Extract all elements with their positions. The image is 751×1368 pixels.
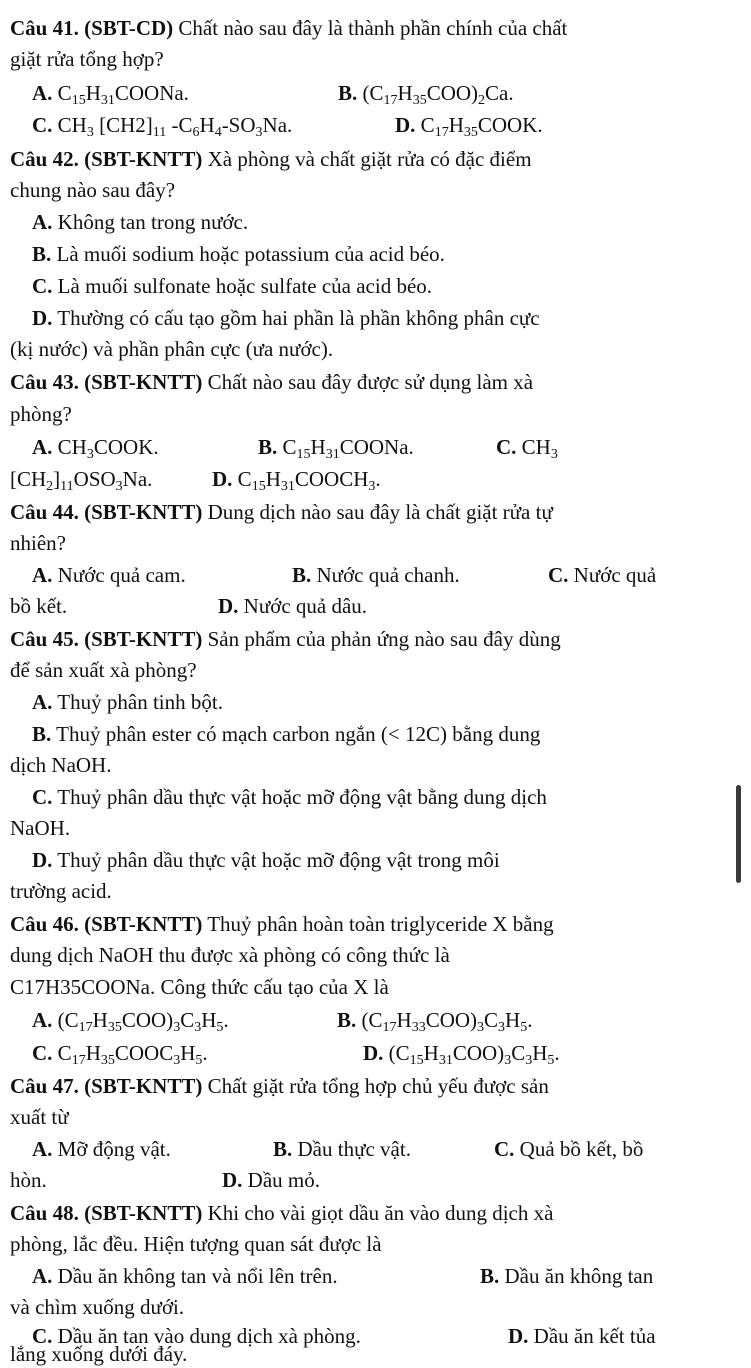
- q45-d-text: Thuỷ phân dầu thực vật hoặc mỡ động vật trong môi: [52, 848, 500, 872]
- q48-d-letter: D.: [508, 1324, 529, 1348]
- q48-b-letter: B.: [480, 1264, 500, 1288]
- q42-option-d-cont: (kị nước) và phần phân cực (ưa nước).: [10, 337, 334, 361]
- q47-c-letter: C.: [494, 1137, 515, 1161]
- q47-d-text: Dầu mỏ.: [242, 1168, 320, 1192]
- q42-d-letter: D.: [32, 306, 53, 330]
- question-48-stem-cont: phòng, lắc đều. Hiện tượng quan sát được là: [10, 1232, 382, 1256]
- q41-d-letter: D.: [395, 113, 416, 137]
- question-41-label: Câu 41. (SBT-CD): [10, 16, 174, 40]
- q46-option-d: [363, 1039, 560, 1067]
- question-48-label: Câu 48. (SBT-KNTT): [10, 1201, 203, 1225]
- q47-a-text: Mỡ động vật.: [52, 1137, 171, 1161]
- q42-a-letter: A.: [32, 210, 53, 234]
- question-42-stem-cont: chung nào sau đây?: [10, 178, 176, 202]
- q44-d-letter: D.: [218, 594, 239, 618]
- question-42-text: Xà phòng và chất giặt rửa có đặc điểm: [202, 147, 532, 171]
- q47-option-d: [222, 1166, 320, 1194]
- question-47-stem-cont: xuất từ: [10, 1105, 69, 1129]
- q43-option-c: [496, 433, 558, 461]
- question-46-stem-cont-2: C17H35COONa. Công thức cấu tạo của X là: [10, 975, 389, 999]
- q45-b-letter: B.: [32, 722, 52, 746]
- q41-option-b: [338, 79, 514, 107]
- q47-option-b: [273, 1135, 411, 1163]
- q41-option-d: [395, 111, 543, 139]
- q43-b-formula: $C_{15}H_{31}COONa$.: [282, 435, 414, 462]
- q47-option-c: [494, 1135, 643, 1163]
- question-43-text: Chất nào sau đây được sử dụng làm xà: [202, 370, 534, 394]
- question-41-stem-cont: giặt rửa tổng hợp?: [10, 47, 164, 71]
- q41-a-formula: $C_{15}H_{31}COONa$.: [57, 81, 189, 108]
- q47-option-a: [32, 1135, 171, 1163]
- q42-option-d: [32, 304, 540, 332]
- scrollbar-thumb[interactable]: [736, 785, 741, 883]
- q48-b-text: Dầu ăn không tan: [499, 1264, 654, 1288]
- q42-c-text: Là muối sulfonate hoặc sulfate của acid béo.: [52, 274, 433, 298]
- question-48-text: Khi cho vài giọt dầu ăn vào dung dịch xà: [202, 1201, 554, 1225]
- q47-d-letter: D.: [222, 1168, 243, 1192]
- q45-option-c-cont: NaOH.: [10, 816, 71, 840]
- q46-option-b: [337, 1006, 532, 1034]
- q41-b-formula: $(C_{17}H_{35}COO)_2Ca$.: [362, 81, 514, 108]
- q46-option-a: [32, 1006, 229, 1034]
- q43-d-formula: $C_{15}H_{31}COOCH_3$.: [237, 467, 381, 494]
- q46-c-formula: $C_{17}H_{35}COOC_3H_5$.: [57, 1041, 208, 1068]
- q43-option-b: [258, 433, 414, 461]
- q44-option-d: [218, 592, 367, 620]
- q45-d-letter: D.: [32, 848, 53, 872]
- q43-a-formula: $CH_3COOK$.: [57, 435, 159, 462]
- question-44-text: Dung dịch nào sau đây là chất giặt rửa tự: [202, 500, 553, 524]
- q44-c-letter: C.: [548, 563, 569, 587]
- q44-b-letter: B.: [292, 563, 312, 587]
- q43-option-d: [212, 465, 381, 493]
- q42-b-text: Là muối sodium hoặc potassium của acid béo.: [51, 242, 445, 266]
- q46-a-formula: $(C_{17}H_{35}COO)_3C_3H_5$.: [57, 1008, 229, 1035]
- q44-a-text: Nước quả cam.: [52, 563, 186, 587]
- q44-d-text: Nước quả dâu.: [238, 594, 368, 618]
- question-47-text: Chất giặt rửa tổng hợp chủ yếu được sản: [202, 1074, 549, 1098]
- q45-c-letter: C.: [32, 785, 53, 809]
- q45-c-text: Thuỷ phân dầu thực vật hoặc mỡ động vật bằng dung dịch: [52, 785, 547, 809]
- q44-option-c-cont: bồ kết.: [10, 594, 68, 618]
- q45-b-text: Thuỷ phân ester có mạch carbon ngắn (< 12C) bằng dung: [51, 722, 541, 746]
- question-41-text: Chất nào sau đây là thành phần chính của chất: [173, 16, 568, 40]
- q46-d-letter: D.: [363, 1041, 384, 1065]
- q46-option-c: [32, 1039, 208, 1067]
- question-43-label: Câu 43. (SBT-KNTT): [10, 370, 203, 394]
- question-44-stem: [10, 498, 553, 526]
- q43-c-formula: $CH_3$: [521, 435, 558, 462]
- q43-option-c-cont: $[CH_2]_{11}OSO_3Na$.: [10, 467, 153, 494]
- q48-c-letter: C.: [32, 1324, 53, 1348]
- question-47-stem: [10, 1072, 549, 1100]
- question-45-stem: [10, 625, 561, 653]
- question-43-stem-cont: phòng?: [10, 402, 72, 426]
- q45-option-c: [32, 783, 547, 811]
- question-47-label: Câu 47. (SBT-KNTT): [10, 1074, 203, 1098]
- q48-a-letter: A.: [32, 1264, 53, 1288]
- question-48-stem: [10, 1199, 553, 1227]
- q48-a-text: Dầu ăn không tan và nổi lên trên.: [52, 1264, 338, 1288]
- q45-option-d: [32, 846, 500, 874]
- q47-c-text: Quả bồ kết, bồ: [514, 1137, 644, 1161]
- q48-option-a: [32, 1262, 338, 1290]
- q44-option-c: [548, 561, 656, 589]
- q44-option-b: [292, 561, 460, 589]
- q41-option-c: [32, 111, 292, 139]
- q46-b-formula: $(C_{17}H_{33}COO)_3C_3H_5$.: [361, 1008, 533, 1035]
- q46-a-letter: A.: [32, 1008, 53, 1032]
- q45-a-letter: A.: [32, 690, 53, 714]
- q48-option-d: [508, 1322, 656, 1350]
- question-44-stem-cont: nhiên?: [10, 531, 66, 555]
- q45-option-b-cont: dịch NaOH.: [10, 753, 112, 777]
- q45-a-text: Thuỷ phân tinh bột.: [52, 690, 223, 714]
- q42-a-text: Không tan trong nước.: [52, 210, 249, 234]
- q48-option-d-cont: lắng xuống dưới đáy.: [10, 1342, 188, 1366]
- q41-d-formula: $C_{17}H_{35}COOK$.: [420, 113, 543, 140]
- question-45-stem-cont: để sản xuất xà phòng?: [10, 658, 197, 682]
- q41-a-letter: A.: [32, 81, 53, 105]
- q43-d-letter: D.: [212, 467, 233, 491]
- q41-c-letter: C.: [32, 113, 53, 137]
- q42-d-text: Thường có cấu tạo gồm hai phần là phần không phân cực: [52, 306, 540, 330]
- q44-c-text: Nước quả: [568, 563, 657, 587]
- question-46-label: Câu 46. (SBT-KNTT): [10, 912, 203, 936]
- question-44-label: Câu 44. (SBT-KNTT): [10, 500, 203, 524]
- question-46-text: Thuỷ phân hoàn toàn triglyceride X bằng: [202, 912, 554, 936]
- question-43-stem: [10, 368, 533, 396]
- question-41-stem: [10, 14, 567, 42]
- q47-a-letter: A.: [32, 1137, 53, 1161]
- q48-c-text: Dầu ăn tan vào dung dịch xà phòng.: [52, 1324, 361, 1348]
- q47-b-text: Dầu thực vật.: [292, 1137, 411, 1161]
- q48-d-text: Dầu ăn kết tủa: [528, 1324, 656, 1348]
- q46-d-formula: $(C_{15}H_{31}COO)_3C_3H_5$.: [388, 1041, 560, 1068]
- q45-option-d-cont: trường acid.: [10, 879, 112, 903]
- q45-option-b: [32, 720, 540, 748]
- q44-option-a: [32, 561, 186, 589]
- question-42-stem: [10, 145, 532, 173]
- q47-b-letter: B.: [273, 1137, 293, 1161]
- q43-option-a: [32, 433, 159, 461]
- q44-a-letter: A.: [32, 563, 53, 587]
- q48-option-b: [480, 1262, 653, 1290]
- question-45-label: Câu 45. (SBT-KNTT): [10, 627, 203, 651]
- q47-option-c-cont: hòn.: [10, 1168, 47, 1192]
- q41-b-letter: B.: [338, 81, 358, 105]
- question-45-text: Sản phẩm của phản ứng nào sau đây dùng: [202, 627, 561, 651]
- q44-b-text: Nước quả chanh.: [311, 563, 460, 587]
- q42-option-b: [32, 240, 445, 268]
- q42-option-c: [32, 272, 432, 300]
- q41-option-a: [32, 79, 189, 107]
- q45-option-a: [32, 688, 223, 716]
- q42-c-letter: C.: [32, 274, 53, 298]
- question-46-stem: [10, 910, 554, 938]
- q43-b-letter: B.: [258, 435, 278, 459]
- question-46-stem-cont: dung dịch NaOH thu được xà phòng có công thức là: [10, 943, 450, 967]
- q41-c-formula: $CH_3$ $[CH2]_{11}$ $-C_6H_4-SO_3Na$.: [57, 113, 293, 140]
- q46-b-letter: B.: [337, 1008, 357, 1032]
- q43-a-letter: A.: [32, 435, 53, 459]
- q42-b-letter: B.: [32, 242, 52, 266]
- question-42-label: Câu 42. (SBT-KNTT): [10, 147, 203, 171]
- q42-option-a: [32, 208, 248, 236]
- q43-c-letter: C.: [496, 435, 517, 459]
- q48-option-b-cont: và chìm xuống dưới.: [10, 1295, 185, 1319]
- q46-c-letter: C.: [32, 1041, 53, 1065]
